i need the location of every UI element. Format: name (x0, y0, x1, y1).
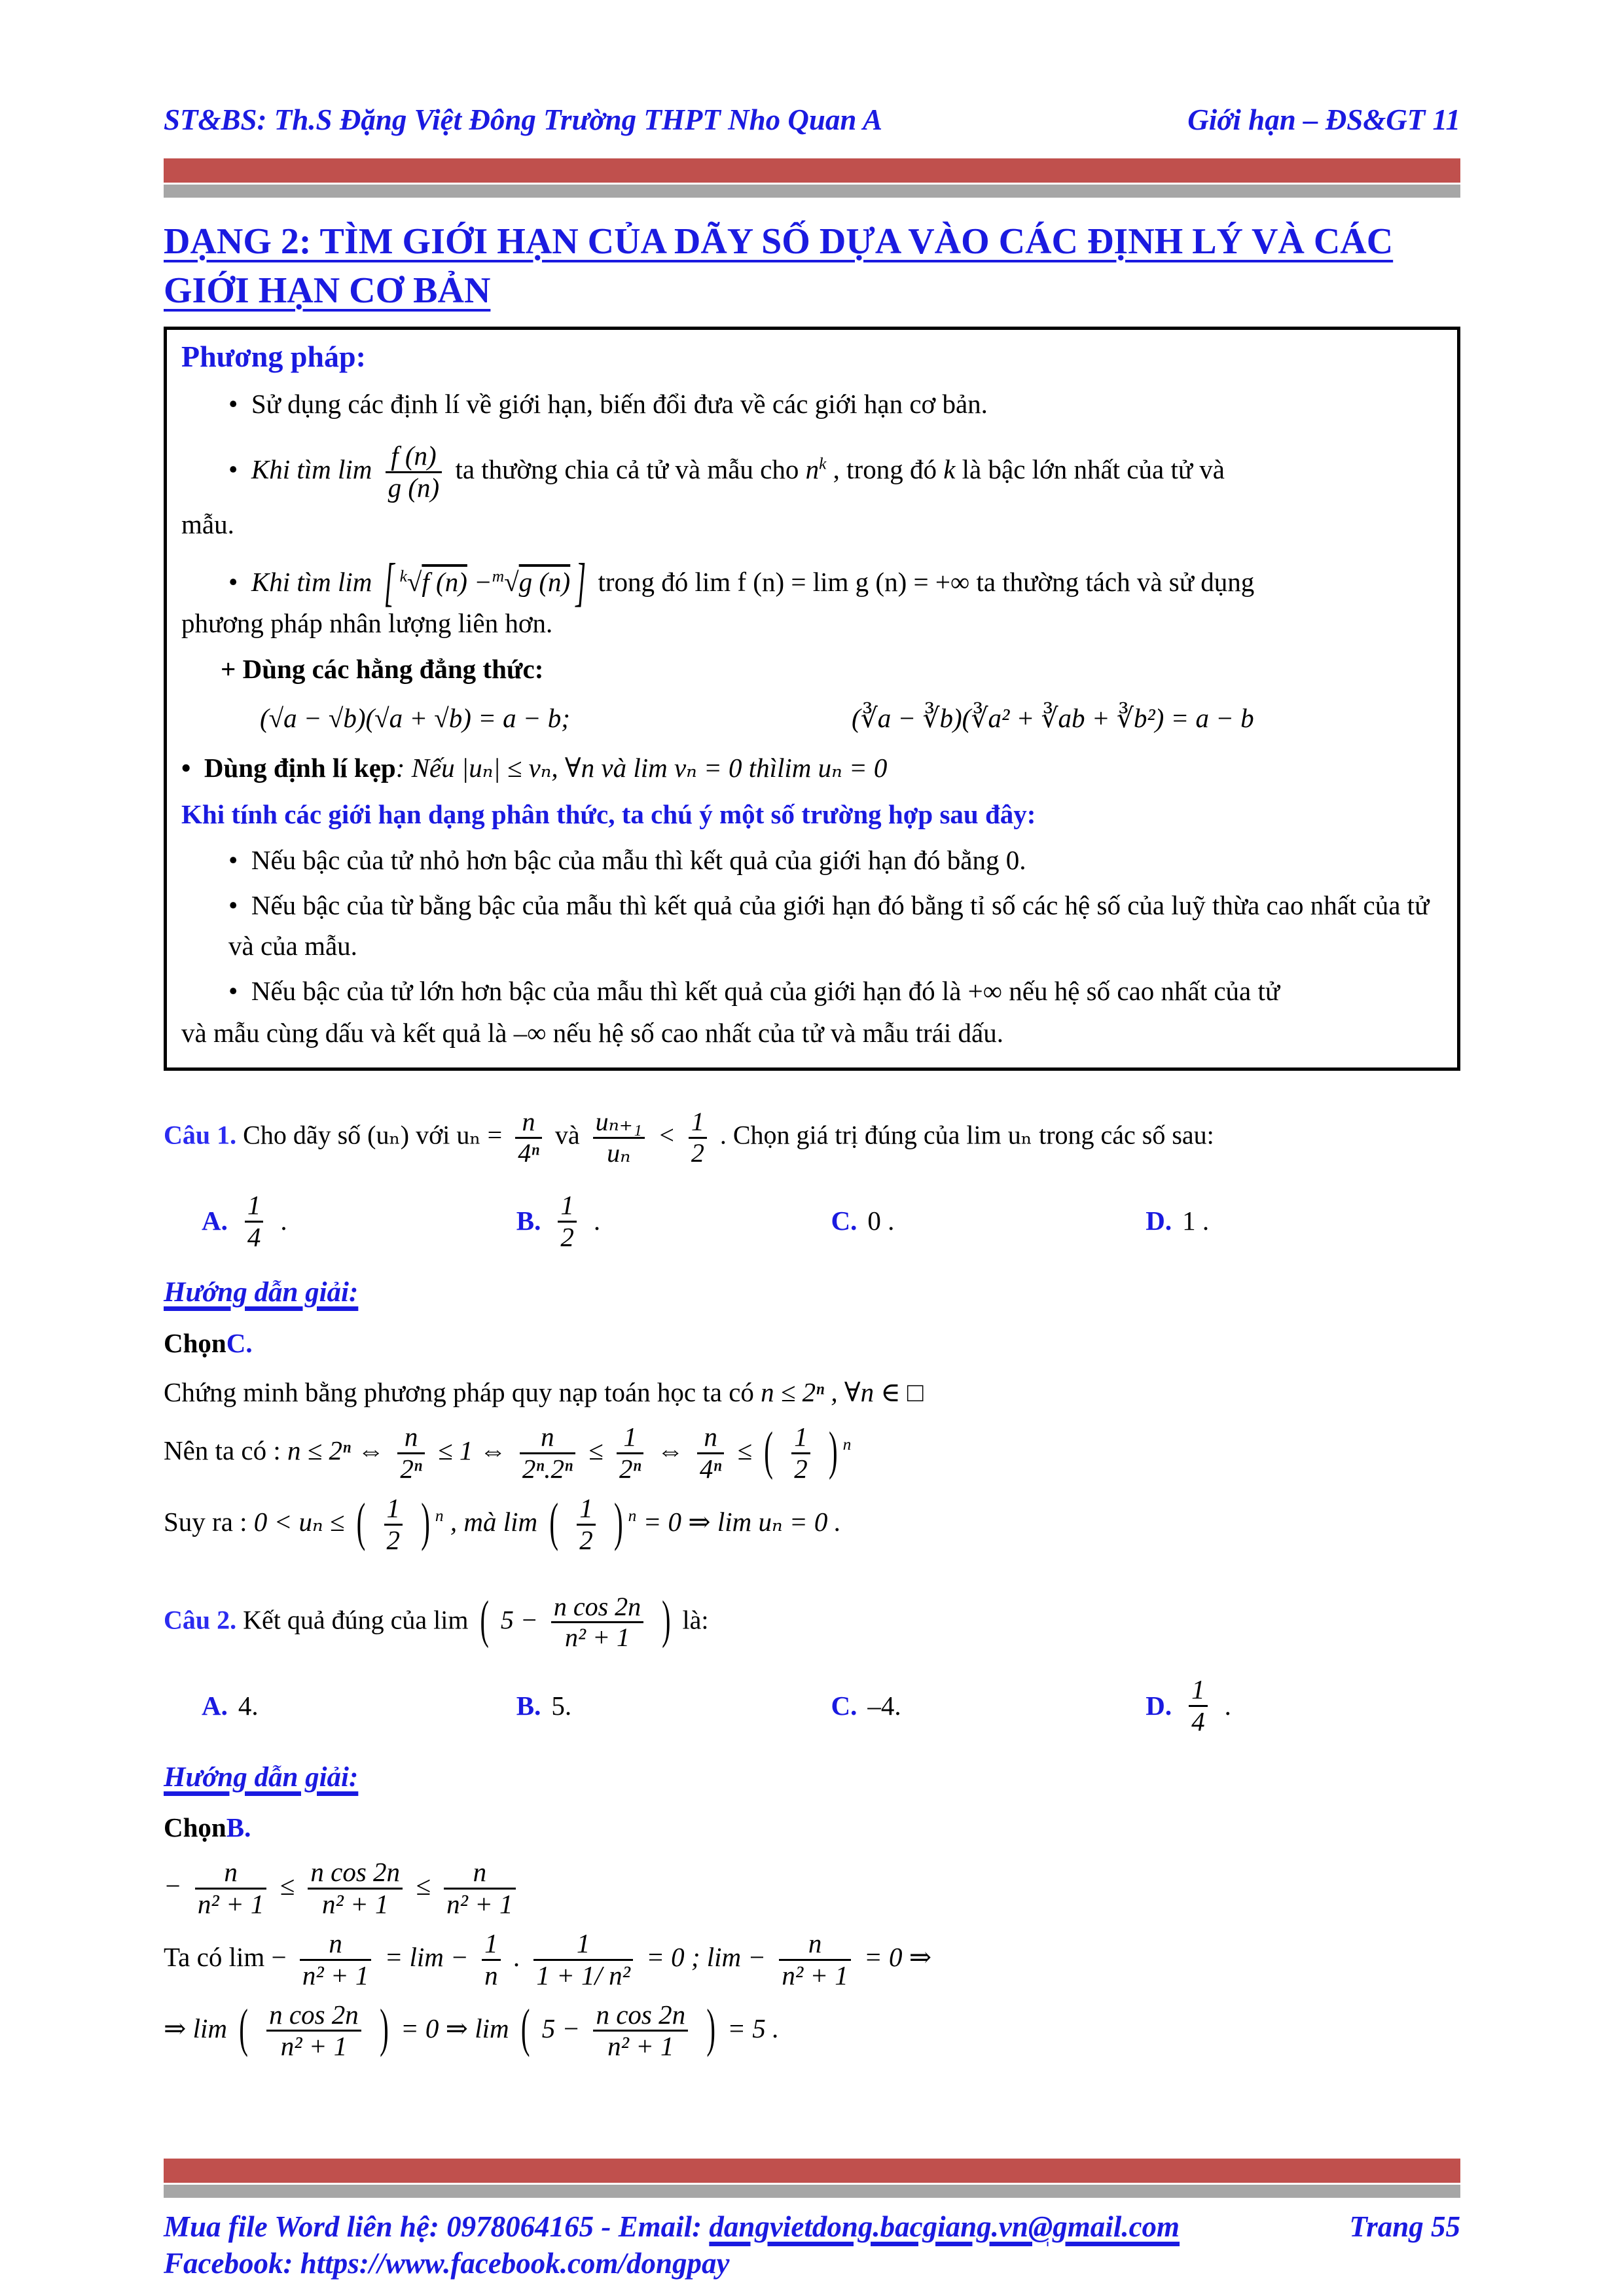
method-bullet-2-mid2: , trong đó (833, 454, 944, 484)
chosen-answer-line-1 (164, 1323, 1460, 1364)
q1-line2-m1: n ≤ 2ⁿ ⇔ (287, 1435, 385, 1465)
q2-solution-line-2 (164, 1929, 1460, 1991)
m-root-index: m (492, 566, 505, 585)
fraction-case-2-text: Nếu bậc của từ bằng bậc của mẫu thì kết quả của giới hạn đó bằng tỉ số các hệ số của luỹ thừa cao nhất của tử và của mẫu. (228, 890, 1430, 961)
fraction-numerator: 1 (484, 1928, 498, 1958)
option-d (1146, 1675, 1460, 1737)
bracketed-radicals (379, 550, 598, 611)
right-paren: ) (614, 1490, 623, 1551)
fraction-numerator: 1 (560, 1189, 574, 1220)
right-paren: ) (380, 1997, 389, 2058)
option-b-fraction (558, 1191, 577, 1253)
right-paren: ) (706, 1997, 716, 2058)
fraction-numerator: n (404, 1421, 418, 1452)
n-exponent: n (628, 1506, 637, 1525)
left-paren: ( (239, 1997, 248, 2058)
right-paren: ) (828, 1419, 838, 1480)
left-paren: ( (480, 1590, 489, 1649)
fraction-numerator: uₙ₊₁ (595, 1107, 642, 1136)
option-a-label: A. (202, 1206, 228, 1236)
option-d-period: . (1224, 1690, 1231, 1721)
q2-line2-m3: = 0 ⇒ (864, 1941, 932, 1972)
fraction-denominator: 1 + 1/ n² (533, 1959, 633, 1991)
chon-label: Chọn (164, 1327, 226, 1358)
n-exponent: n (842, 1435, 852, 1454)
fraction-case-3-continuation: và mẫu cùng dấu và kết quả là –∞ nếu hệ số cao nhất của tử và mẫu trái dấu. (181, 1017, 1003, 1048)
fraction-denominator: 2ⁿ (617, 1452, 643, 1484)
footer-rule-gray (164, 2185, 1460, 2198)
footer-page-number: Trang 55 (1349, 2210, 1460, 2243)
minus-sign: − (474, 566, 492, 597)
fraction-one-half (577, 1494, 596, 1556)
leq-sign: ≤ (280, 1870, 295, 1901)
q2-line2-pre: Ta có lim − (164, 1941, 287, 1972)
fraction-denominator: 2ⁿ.2ⁿ (520, 1452, 575, 1484)
header-author: ST&BS: Th.S Đặng Việt Đông Trường THPT Nho Quan A (164, 103, 882, 136)
question-2-stem (164, 1592, 1460, 1653)
fraction-denominator: 2 (558, 1221, 577, 1253)
method-bullet-2-mid: ta thường chia cả tử và mẫu cho (455, 454, 806, 484)
fraction-case-1-text: Nếu bậc của tử nhỏ hơn bậc của mẫu thì kết quả của giới hạn đó bằng 0. (251, 844, 1026, 875)
question-2-options (164, 1675, 1460, 1737)
page-footer (0, 2159, 1624, 2280)
q1-induction-statement: n ≤ 2ⁿ , ∀n ∈ □ (761, 1377, 924, 1408)
k-root-index: k (399, 566, 407, 585)
option-a (202, 1191, 516, 1253)
n-exponent: n (435, 1506, 444, 1525)
fraction (482, 1929, 501, 1991)
fraction-numerator: 1 (386, 1492, 400, 1523)
fraction-case-1 (181, 840, 1443, 881)
chon-label: Chọn (164, 1812, 226, 1843)
minus-sign: − (164, 1870, 182, 1901)
option-a-value: 4. (238, 1690, 259, 1721)
radicand-gn: g (n) (518, 566, 571, 597)
fraction-numerator: n (473, 1856, 487, 1887)
page-title-line-1: DẠNG 2: TÌM GIỚI HẠN CỦA DÃY SỐ DỰA VÀO CÁC ĐỊNH LÝ VÀ CÁC (164, 221, 1394, 262)
right-paren: ) (421, 1490, 430, 1551)
fraction-n-over-4n (515, 1107, 542, 1168)
fraction-numerator: 1 (623, 1421, 637, 1452)
squeeze-theorem-statement: : Nếu |uₙ| ≤ vₙ, ∀n và lim vₙ = 0 thìlim uₙ = 0 (395, 752, 888, 783)
fraction-numerator: n cos 2n (596, 1999, 686, 2030)
fraction-case-2 (181, 886, 1443, 966)
option-b-label: B. (516, 1690, 541, 1721)
fraction-denominator: n² + 1 (551, 1621, 643, 1653)
option-c (831, 1675, 1146, 1737)
page-title-line-2: GIỚI HẠN CƠ BẢN (164, 270, 491, 312)
fraction (779, 1929, 850, 1991)
header-rule-gray (164, 185, 1460, 198)
solution-guide-heading-1: Hướng dẫn giải: (164, 1277, 359, 1308)
left-paren: ( (356, 1490, 366, 1551)
fraction-case-3-text: Nếu bậc của tử lớn hơn bậc của mẫu thì kết quả của giới hạn đó là +∞ nếu hệ số cao nhất của tử (251, 976, 1280, 1006)
fraction-denominator: n² + 1 (195, 1888, 266, 1920)
fraction-denominator: n² + 1 (300, 1959, 371, 1991)
fraction-denominator: 2 (384, 1524, 403, 1556)
fraction-numerator: n cos 2n (310, 1856, 401, 1887)
method-bullet-3-pre: Khi tìm lim (251, 566, 372, 597)
n-power-k (806, 454, 827, 484)
fraction-note-heading: Khi tính các giới hạn dạng phân thức, ta chú ý một số trường hợp sau đây: (181, 799, 1036, 829)
q2-solution-line-3 (164, 1997, 1460, 2062)
fraction-numerator: 1 (794, 1421, 808, 1452)
fraction-ncos2n (551, 1592, 643, 1653)
less-than-sign: < (657, 1120, 676, 1150)
q2-solution-line-1 (164, 1857, 1460, 1920)
q1-line2-m5: ≤ (737, 1435, 753, 1465)
option-c-value: 0 . (867, 1206, 895, 1236)
fraction-numerator: 1 (247, 1189, 261, 1220)
fraction (308, 1857, 403, 1920)
fraction-numerator: 1 (579, 1492, 593, 1523)
q2-line2-m2: = 0 ; lim − (646, 1941, 767, 1972)
k-variable: k (943, 454, 956, 484)
fraction (300, 1929, 371, 1991)
method-bullet-2 (181, 441, 1443, 503)
fraction-denominator: 4ⁿ (515, 1137, 542, 1168)
fraction-denominator: 2 (791, 1452, 810, 1484)
q2-line3-m0: ⇒ lim (164, 2013, 227, 2043)
squeeze-theorem-line (181, 748, 1443, 789)
footer-email-link[interactable]: dangvietdong.bacgiang.vn@gmail.com (709, 2210, 1180, 2243)
option-a-period: . (280, 1206, 287, 1236)
option-b-label: B. (516, 1206, 541, 1236)
right-bracket: ] (575, 550, 586, 611)
q2-line3-m1: = 0 ⇒ lim (400, 2013, 509, 2043)
fraction-ratio-un (593, 1107, 645, 1168)
option-a-label: A. (202, 1690, 228, 1721)
q1-solution-line-3 (164, 1490, 1460, 1556)
q1-line3-m3: = 0 ⇒ lim uₙ = 0 . (643, 1506, 841, 1537)
footer-facebook-line[interactable]: Facebook: https://www.facebook.com/dongpay (164, 2247, 730, 2280)
q2-line3-m3: = 5 . (727, 2013, 780, 2043)
fraction-numerator: 1 (576, 1928, 590, 1958)
option-c-label: C. (831, 1690, 857, 1721)
option-c-value: –4. (867, 1690, 901, 1721)
fraction-denominator: 4ⁿ (697, 1452, 724, 1484)
squeeze-theorem-label: Dùng định lí kẹp (204, 752, 396, 783)
fraction-denominator: 2ⁿ (397, 1452, 424, 1484)
fraction-denominator: 2 (577, 1524, 596, 1556)
fraction-numerator: 1 (1191, 1674, 1205, 1705)
footer-contact-text (164, 2210, 1180, 2244)
option-d-value: 1 . (1182, 1206, 1210, 1236)
fraction (195, 1857, 266, 1920)
fraction-numerator: n cos 2n (553, 1591, 641, 1621)
method-box (164, 327, 1460, 1071)
fraction (617, 1422, 643, 1484)
method-bullet-1-text: Sử dụng các định lí về giới hạn, biến đổi đưa về các giới hạn cơ bản. (251, 388, 988, 419)
option-d-label: D. (1146, 1206, 1172, 1236)
fraction-numerator: n (522, 1107, 535, 1136)
question-2-text-2: là: (682, 1605, 709, 1635)
fraction (520, 1422, 575, 1484)
chosen-answer-letter: C. (226, 1327, 253, 1358)
fraction-denominator: 2 (689, 1137, 707, 1168)
q2-line2-m1: = lim − (384, 1941, 469, 1972)
fraction-numerator: n (541, 1421, 554, 1452)
question-2-text-1: Kết quả đúng của lim (236, 1605, 469, 1635)
n-base: n (805, 454, 820, 484)
method-bullet-2-post: là bậc lớn nhất của tử và (962, 454, 1225, 484)
fraction-numerator: f (n) (391, 440, 437, 471)
left-bracket: [ (384, 550, 395, 611)
radical-sign: √ (504, 566, 519, 597)
option-a-fraction (245, 1191, 264, 1253)
header-rule-red (164, 158, 1460, 183)
fraction-numerator: n (224, 1856, 238, 1887)
option-b (516, 1675, 831, 1737)
fraction (444, 1857, 515, 1920)
fraction (697, 1422, 724, 1484)
method-bullet-3 (181, 550, 1443, 611)
fraction-denominator: n² + 1 (779, 1959, 850, 1991)
method-bullet-3-continuation: phương pháp nhân lượng liên hơn. (181, 608, 553, 638)
question-1-label: Câu 1. (164, 1120, 237, 1150)
q1-solution-line-2 (164, 1419, 1460, 1484)
q1-line2-pre: Nên ta có : (164, 1435, 287, 1465)
q1-line2-m3: ≤ (588, 1435, 604, 1465)
identities-heading: + Dùng các hằng đẳng thức: (221, 653, 544, 684)
header-subject: Giới hạn – ĐS&GT 11 (1187, 103, 1460, 136)
question-1-text-1: Cho dãy số (uₙ) với uₙ = (236, 1120, 503, 1150)
page-header (164, 98, 1460, 143)
fraction-denominator: 4 (245, 1221, 264, 1253)
footer-rule-red (164, 2159, 1460, 2183)
right-paren: ) (662, 1590, 671, 1649)
fraction-denominator: uₙ (593, 1137, 645, 1168)
fraction-one-half (689, 1107, 707, 1168)
radical-sign: √ (406, 566, 422, 597)
radicand-fn: f (n) (422, 566, 467, 597)
fraction (533, 1929, 633, 1991)
left-paren: ( (549, 1490, 559, 1551)
identities-row (181, 698, 1443, 739)
leq-sign: ≤ (416, 1870, 431, 1901)
method-bullet-3-post: trong đó lim f (n) = lim g (n) = +∞ ta thường tách và sử dụng (598, 566, 1255, 597)
fraction (397, 1422, 424, 1484)
question-1-options (164, 1191, 1460, 1253)
q1-line3-m2: , mà lim (450, 1506, 538, 1537)
fraction-denominator: n (482, 1959, 501, 1991)
option-d (1146, 1191, 1460, 1253)
q1-line3-pre: Suy ra : (164, 1506, 254, 1537)
option-b-value: 5. (551, 1690, 572, 1721)
q1-line2-m2: ≤ 1 ⇔ (438, 1435, 507, 1465)
q1-line3-m1: 0 < uₙ ≤ (253, 1506, 345, 1537)
fraction-ncos2n (266, 2000, 361, 2062)
method-bullet-1 (181, 384, 1443, 425)
option-c (831, 1191, 1146, 1253)
fraction-denominator: n² + 1 (308, 1888, 403, 1920)
identity-cube-roots: (∛a − ∛b)(∛a² + ∛ab + ∛b²) = a − b (851, 703, 1254, 733)
fraction-one-half (791, 1422, 810, 1484)
option-a (202, 1675, 516, 1737)
question-2-label: Câu 2. (164, 1605, 237, 1635)
fraction-denominator: g (n) (386, 471, 442, 503)
fraction-numerator: n (329, 1928, 342, 1958)
footer-contact-prefix: Mua file Word liên hệ: 0978064165 - Email: (164, 2210, 710, 2243)
chosen-answer-letter: B. (226, 1812, 251, 1843)
fraction-case-3 (181, 971, 1443, 1012)
option-b-period: . (593, 1206, 601, 1236)
q1-solution-text: Chứng minh bằng phương pháp quy nạp toán học ta có (164, 1377, 761, 1408)
question-1-text-3: . Chọn giá trị đúng của lim uₙ trong các số sau: (719, 1120, 1214, 1150)
fraction-denominator: n² + 1 (593, 2030, 688, 2062)
k-exponent: k (819, 454, 827, 473)
q1-line2-m4: ⇔ (657, 1435, 684, 1465)
fraction-numerator: n cos 2n (269, 1999, 359, 2030)
method-bullet-2-pre: Khi tìm lim (251, 454, 372, 484)
question-1-stem (164, 1107, 1460, 1168)
footer-contact-line (164, 2210, 1460, 2244)
fraction-denominator: n² + 1 (444, 1888, 515, 1920)
fraction-one-half (384, 1494, 403, 1556)
option-d-fraction (1189, 1675, 1208, 1737)
fraction-numerator: n (808, 1928, 822, 1958)
solution-guide-heading-2: Hướng dẫn giải: (164, 1761, 359, 1793)
multiply-dot: . (513, 1941, 521, 1972)
fraction-ncos2n (593, 2000, 688, 2062)
chosen-answer-line-2 (164, 1808, 1460, 1848)
left-paren: ( (764, 1419, 773, 1480)
option-d-label: D. (1146, 1690, 1172, 1721)
fraction-denominator: 4 (1189, 1705, 1208, 1737)
fraction-denominator: n² + 1 (266, 2030, 361, 2062)
fraction-fn-gn (386, 441, 442, 503)
five-minus: 5 − (541, 2013, 581, 2043)
option-b (516, 1191, 831, 1253)
five-minus: 5 − (500, 1605, 538, 1635)
q1-solution-line-1 (164, 1372, 1460, 1413)
question-1-text-2: và (554, 1120, 586, 1150)
identity-square-roots: (√a − √b)(√a + √b) = a − b; (260, 703, 570, 733)
method-heading: Phương pháp: (181, 339, 366, 373)
fraction-numerator: 1 (691, 1107, 704, 1136)
page-title (164, 217, 1460, 316)
left-paren: ( (520, 1997, 530, 2058)
method-bullet-2-continuation: mẫu. (181, 509, 234, 539)
option-c-label: C. (831, 1206, 857, 1236)
fraction-numerator: n (704, 1421, 717, 1452)
